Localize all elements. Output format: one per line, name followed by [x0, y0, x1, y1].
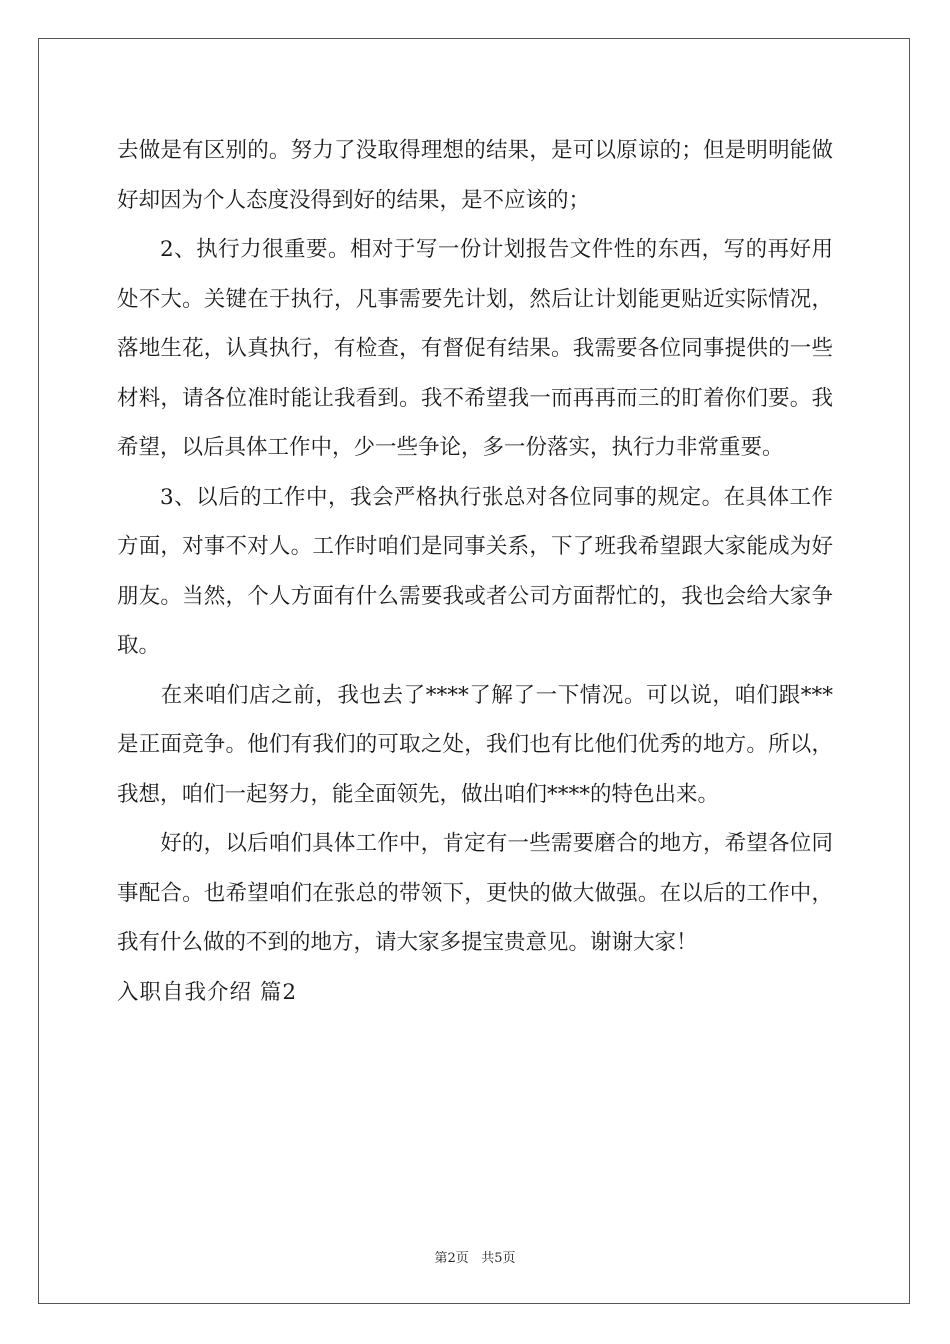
paragraph-4: 在来咱们店之前，我也去了****了解了一下情况。可以说，咱们跟***是正面竞争。他们有我们的可取之处，我们也有比他们优秀的地方。所以，我想，咱们一起努力，能全面领先，做出咱们****的特色出来。 — [117, 682, 833, 807]
page-footer — [0, 1247, 950, 1266]
page-total: 共5页 — [481, 1251, 516, 1266]
paragraph-5: 好的，以后咱们具体工作中，肯定有一些需要磨合的地方，希望各位同事配合。也希望咱们在张总的带领下，更快的做大做强。在以后的工作中，我有什么做的不到的地方，请大家多提宝贵意见。谢谢大家！ — [117, 831, 833, 955]
document-body — [117, 126, 833, 1017]
paragraph-1: 去做是有区别的。努力了没取得理想的结果，是可以原谅的；但是明明能做好却因为个人态度没得到好的结果，是不应该的； — [117, 138, 833, 213]
page-number: 第2页 — [434, 1251, 469, 1266]
section-heading: 入职自我介绍 篇2 — [117, 979, 298, 1005]
paragraph-2: 2、执行力很重要。相对于写一份计划报告文件性的东西，写的再好用处不大。关键在于执行，凡事需要先计划，然后让计划能更贴近实际情况，落地生花，认真执行，有检查，有督促有结果。我需要各位同事提供的一些材料，请各位准时能让我看到。我不希望我一而再再而三的盯着你们要。我希望，以后具体工作中，少一些争论，多一份落实，执行力非常重要。 — [117, 237, 833, 460]
paragraph-3: 3、以后的工作中，我会严格执行张总对各位同事的规定。在具体工作方面，对事不对人。工作时咱们是同事关系，下了班我希望跟大家能成为好朋友。当然，个人方面有什么需要我或者公司方面帮忙的，我也会给大家争取。 — [117, 484, 833, 658]
